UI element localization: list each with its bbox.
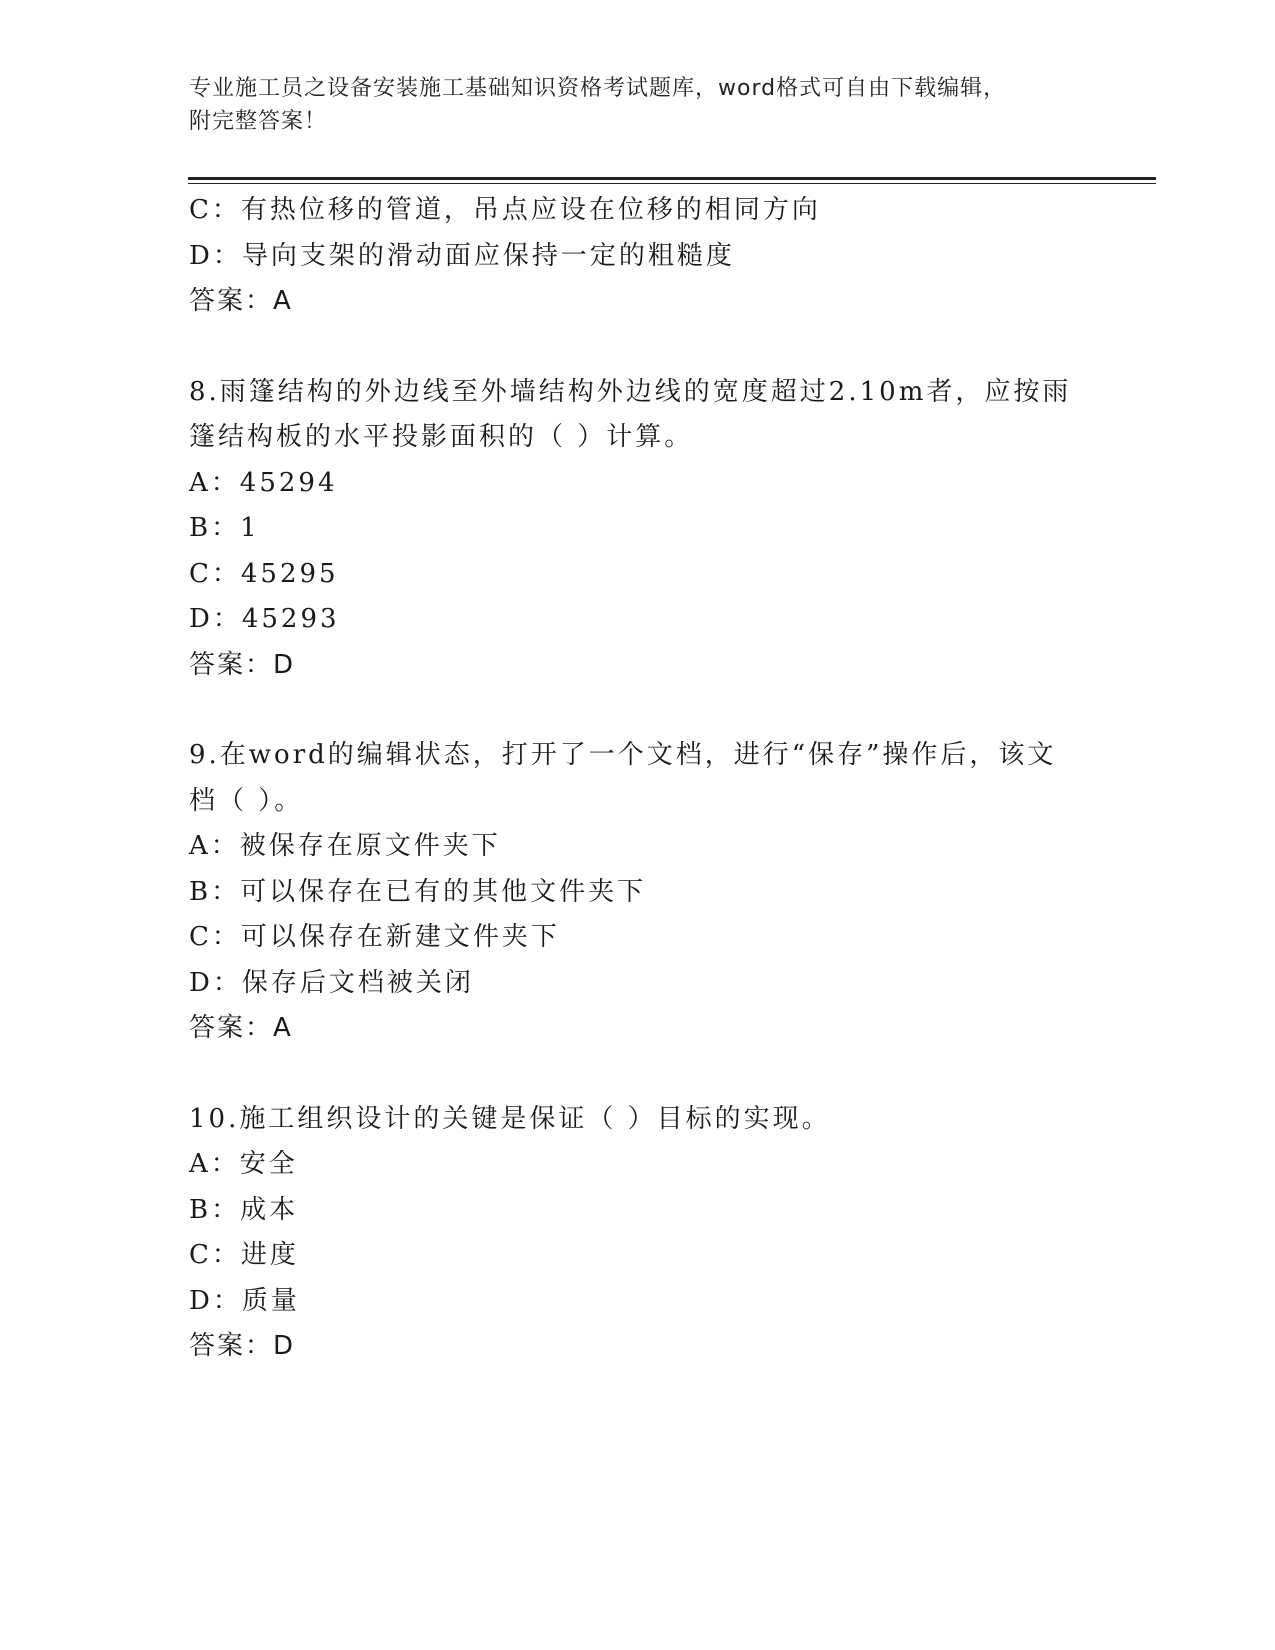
option-b: B：成本 [189,1194,299,1225]
option-b: B：1 [189,513,260,543]
option-d: D：保存后文档被关闭 [189,967,474,998]
header-line-1: 专业施工员之设备安装施工基础知识资格考试题库，word格式可自由下载编辑， [189,76,1007,101]
option-c: C：可以保存在新建文件夹下 [189,922,560,952]
question-9 [189,733,1089,1052]
option-d: D：导向支架的滑动面应保持一定的粗糙度 [189,240,735,271]
header-divider-thick [188,177,1156,180]
question-8 [189,370,1089,689]
answer-label: 答案：A [189,1013,293,1043]
answer-label: 答案：D [189,649,296,680]
option-d: D：45293 [189,604,340,634]
question-stem-line: 10.施工组织设计的关键是保证（ ）目标的实现。 [189,1103,831,1134]
option-c: C：进度 [189,1240,299,1270]
header-divider-thin [188,183,1156,184]
question-list [189,188,1089,1370]
option-b: B：可以保存在已有的其他文件夹下 [189,876,647,907]
question-stem-line: 9.在word的编辑状态，打开了一个文档，进行“保存”操作后，该文 [189,740,1057,770]
option-c: C：有热位移的管道，吊点应设在位移的相同方向 [189,195,821,225]
question-stem-line: 8.雨篷结构的外边线至外墙结构外边线的宽度超过2.10m者，应按雨 [189,376,1072,407]
option-c: C：45295 [189,558,339,589]
answer-label: 答案：A [189,286,293,316]
prev-question-block [189,188,1089,325]
option-d: D：质量 [189,1285,300,1316]
option-a: A：45294 [189,467,338,498]
answer-label: 答案：D [189,1331,296,1361]
option-a: A：被保存在原文件夹下 [189,831,501,861]
question-stem-line: 篷结构板的水平投影面积的（ ）计算。 [189,422,694,452]
question-stem-line: 档（ ）。 [189,785,304,816]
option-a: A：安全 [189,1149,298,1179]
header-line-2: 附完整答案！ [189,109,328,134]
question-10 [189,1097,1089,1370]
document-header [189,72,1089,138]
